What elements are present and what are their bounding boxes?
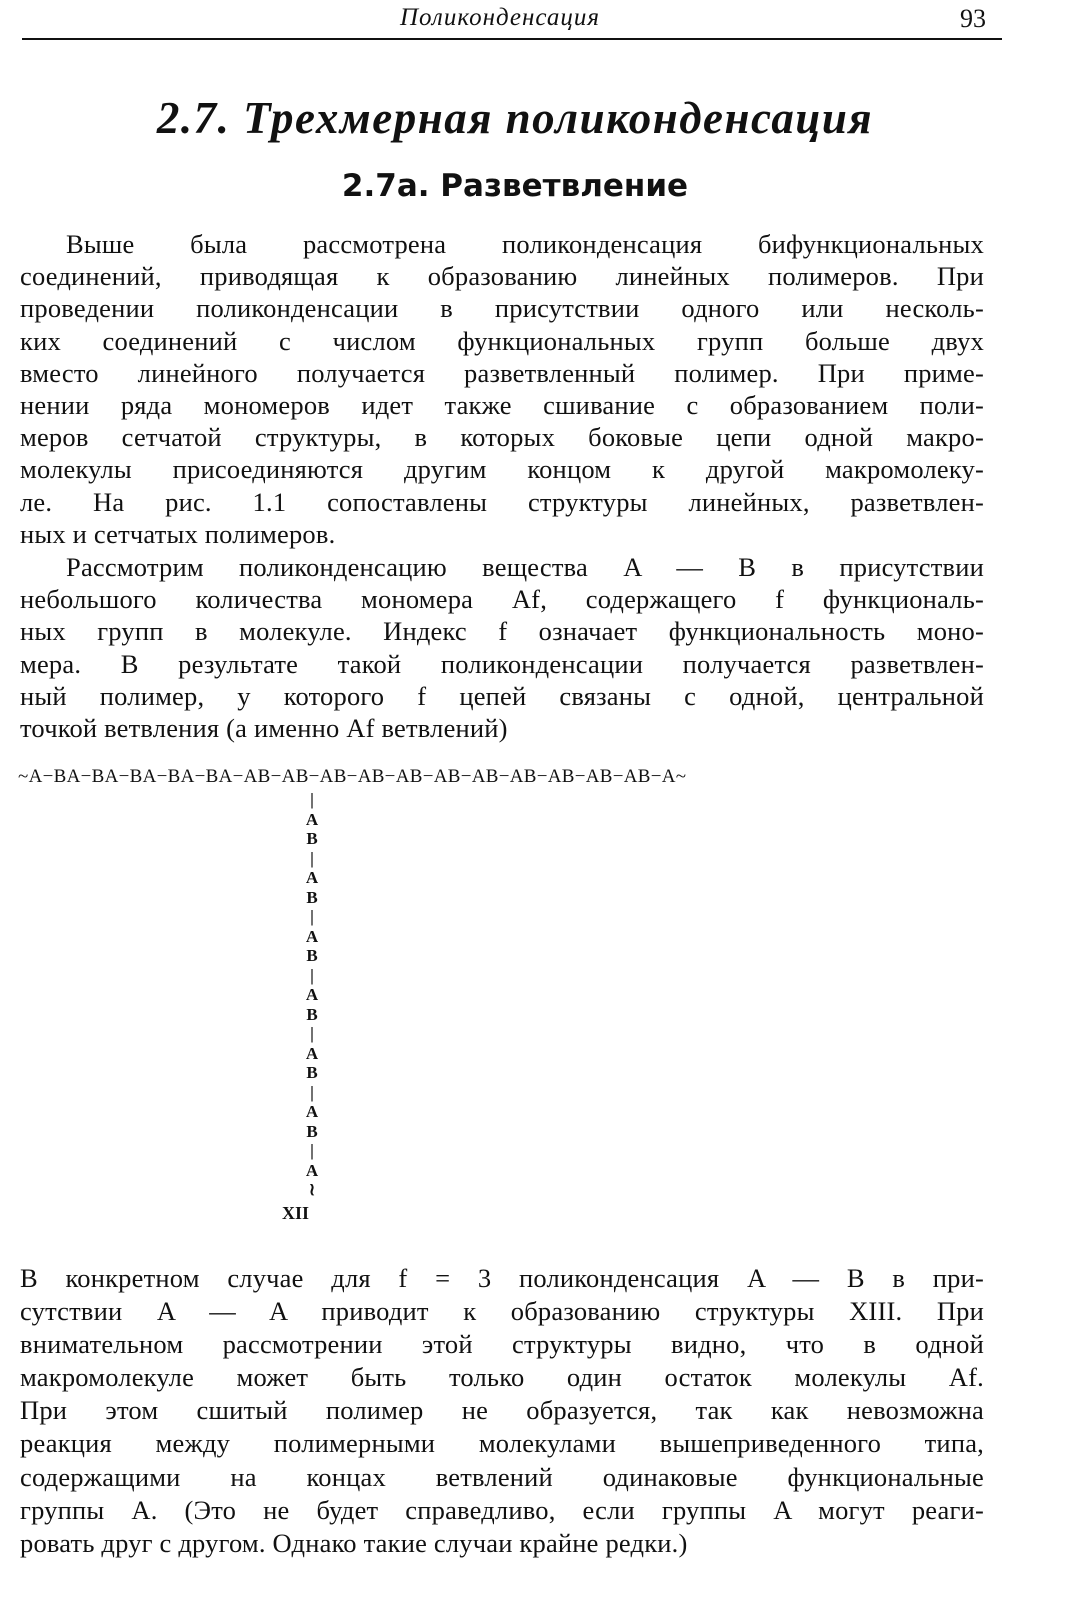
text-line: содержащими на концах ветвлений одинаковые функциональные (20, 1461, 984, 1492)
text-line: ных групп в молекуле. Индекс f означает функциональность моно- (20, 616, 984, 647)
branch-unit: B (306, 946, 318, 965)
branch-unit: B (306, 1121, 318, 1141)
text-line: внимательном рассмотрении этой структуры видно, что в одной (20, 1329, 984, 1360)
branch-unit: | (310, 790, 314, 809)
branch-unit: | (310, 1024, 314, 1043)
structure-label: XII (282, 1203, 310, 1223)
polymer-main-chain: ~A−BA−BA−BA−BA−BA−AB−AB−AB−AB−AB−AB−AB−AB−AB−AB−AB−A~ (18, 766, 687, 787)
text-line: ный полимер, у которого f цепей связаны с одной, центральной (20, 680, 984, 711)
paragraph-2 (20, 551, 984, 744)
text-line: соединений, приводящая к образованию линейных полимеров. При (20, 261, 984, 292)
branch-unit: | (310, 1141, 314, 1160)
branch-unit: B (306, 829, 318, 848)
text-line: ных и сетчатых полимеров. (20, 518, 336, 549)
text-line: В конкретном случае для f = 3 поликонденсация A — B в при- (20, 1263, 984, 1293)
text-line: вместо линейного получается разветвленный полимер. При приме- (20, 357, 984, 388)
branch-unit: B (306, 887, 318, 907)
branch-unit: ≀ (308, 1180, 316, 1199)
header-rule (22, 38, 1002, 40)
text-line: При этом сшитый полимер не образуется, так как невозможна (20, 1395, 984, 1426)
subsection-title: 2.7а. Разветвление (341, 168, 689, 204)
text-line: точкой ветвления (а именно Af ветвлений) (20, 712, 508, 743)
text-line: Выше была рассмотрена поликонденсация бифункциональных (66, 229, 984, 259)
branch-unit: A (305, 985, 319, 1004)
text-line: проведении поликонденсации в присутствии одного или несколь- (20, 293, 984, 324)
branch-unit: A (305, 1043, 319, 1063)
polymer-branch (280, 790, 344, 1200)
branch-unit: A (305, 868, 319, 887)
paragraph-1 (20, 228, 984, 550)
text-line: молекулы присоединяются другим концом к другой макромолеку- (20, 454, 984, 485)
text-line: ких соединений с числом функциональных групп больше двух (20, 325, 984, 356)
branch-unit: A (305, 1160, 319, 1180)
branch-unit: | (310, 848, 314, 868)
branch-unit: | (310, 965, 314, 985)
branch-unit: | (310, 907, 314, 926)
branch-unit: A (305, 809, 319, 829)
text-line: ле. На рис. 1.1 сопоставлены структуры линейных, разветвлен- (20, 486, 984, 517)
section-title: 2.7. Трехмерная поликонденсация (156, 93, 874, 143)
branch-unit: A (305, 926, 319, 946)
text-line: мера. В результате такой поликонденсации получается разветвлен- (20, 648, 984, 679)
text-line: небольшого количества мономера Af, содержащего f функциональ- (20, 584, 984, 615)
branch-unit: A (305, 1102, 319, 1121)
text-line: нении ряда мономеров идет также сшивание с образованием поли- (20, 389, 984, 420)
text-line: ровать друг с другом. Однако такие случаи крайне редки.) (20, 1527, 688, 1558)
text-line: макромолекуле может быть только один остаток молекулы Af. (20, 1362, 984, 1393)
page-number: 93 (960, 4, 986, 33)
paragraph-3 (20, 1262, 984, 1560)
branch-unit: | (310, 1082, 314, 1102)
text-line: меров сетчатой структуры, в которых боковые цепи одной макро- (20, 422, 984, 453)
text-line: группы A. (Это не будет справедливо, если группы A могут реаги- (20, 1494, 984, 1525)
running-header-title: Поликонденсация (400, 4, 600, 31)
branch-unit: B (306, 1004, 318, 1024)
text-line: Рассмотрим поликонденсацию вещества A — B в присутствии (66, 552, 984, 582)
text-line: реакция между полимерными молекулами вышеприведенного типа, (20, 1428, 984, 1459)
text-line: сутствии A — A приводит к образованию структуры XIII. При (20, 1296, 984, 1327)
branch-unit: B (306, 1063, 318, 1082)
